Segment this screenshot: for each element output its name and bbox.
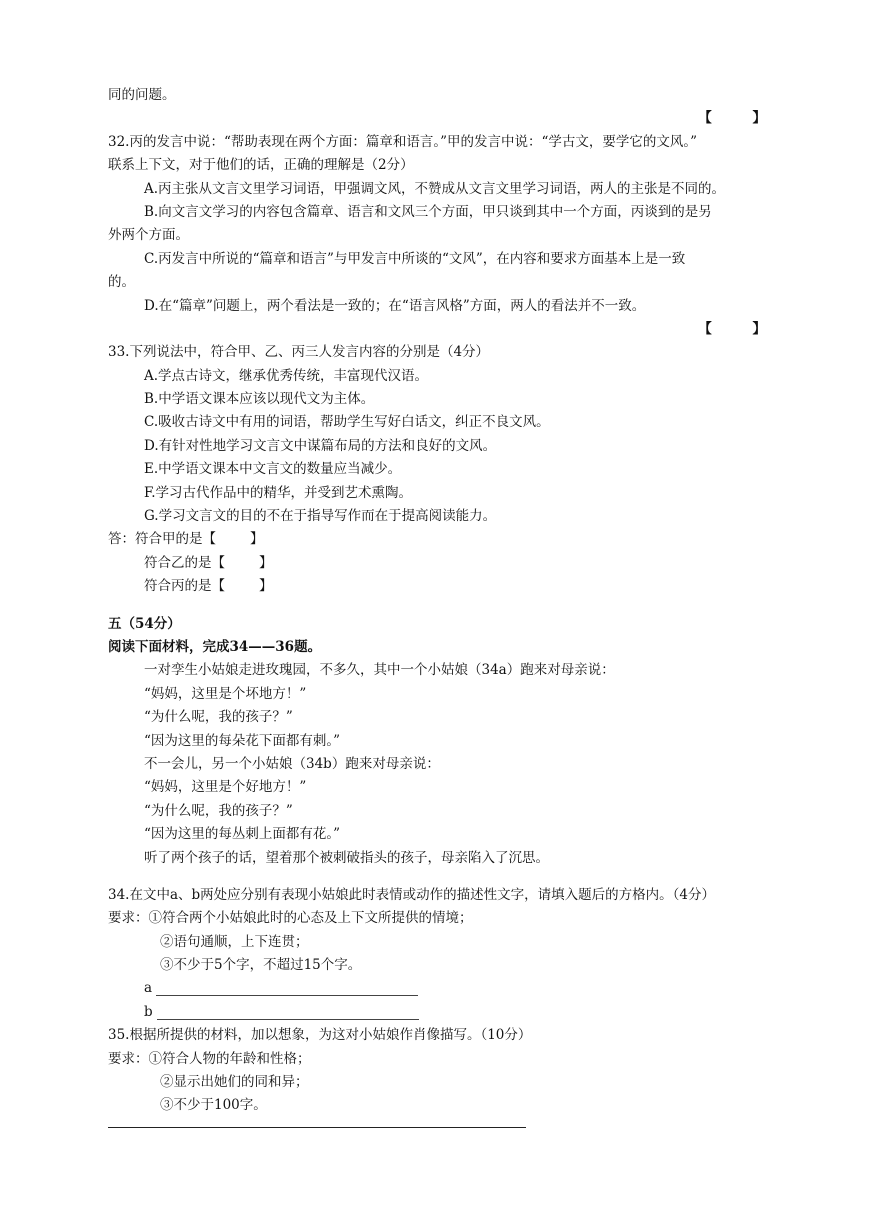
q32-option-c-cont: 的。 xyxy=(108,274,135,291)
section-5-heading: 五（54分） xyxy=(108,615,181,632)
q34-requirement-3: ③不少于5个字，不超过15个字。 xyxy=(160,957,362,974)
q35-requirement-1: 要求：①符合人物的年龄和性格； xyxy=(108,1050,311,1067)
exam-page xyxy=(108,84,788,1128)
answer-close: 】 xyxy=(259,578,273,595)
q33-stem: 33.下列说法中，符合甲、乙、丙三人发言内容的分别是（4分） xyxy=(108,344,490,361)
q33-answer-yi xyxy=(108,552,788,575)
q33-option-g: G.学习文言文的目的不在于指导写作而在于提高阅读能力。 xyxy=(144,508,497,525)
passage-line: “妈妈，这里是个坏地方！” xyxy=(144,685,307,702)
passage-line: “妈妈，这里是个好地方！” xyxy=(144,779,307,796)
q32-option-b-cont: 外两个方面。 xyxy=(108,227,189,244)
blank-a-line[interactable] xyxy=(156,981,418,996)
q32-stem-line2: 联系上下文，对于他们的话，正确的理解是（2分） xyxy=(108,157,414,174)
answer-close: 】 xyxy=(259,554,273,571)
q34-blank-b[interactable] xyxy=(108,1001,788,1024)
q34-stem: 34.在文中a、b两处应分别有表现小姑娘此时表情或动作的描述性文字，请填入题后的方格内。（4分） xyxy=(108,886,715,903)
q35-stem: 35.根据所提供的材料，加以想象，为这对小姑娘作肖像描写。（10分） xyxy=(108,1027,532,1044)
passage-line: “为什么呢，我的孩子？” xyxy=(144,709,293,726)
blank-b-line[interactable] xyxy=(157,1005,419,1020)
passage-line: 听了两个孩子的话，望着那个被刺破指头的孩子，母亲陷入了沉思。 xyxy=(144,849,549,866)
q35-requirement-3: ③不少于100字。 xyxy=(160,1097,267,1114)
answer-bracket-q32 xyxy=(108,318,788,341)
section-5-instruction: 阅读下面材料，完成34——36题。 xyxy=(108,638,322,655)
answer-bracket-q31 xyxy=(108,107,788,130)
q33-option-a: A.学点古诗文，继承优秀传统，丰富现代汉语。 xyxy=(144,367,429,384)
q33-answer-jia xyxy=(108,528,788,551)
q32-option-d: D.在“篇章”问题上，两个看法是一致的；在“语言风格”方面，两人的看法并不一致。 xyxy=(144,297,646,314)
q33-option-c: C.吸收古诗文中有用的词语，帮助学生写好白话文，纠正不良文风。 xyxy=(144,414,550,431)
q32-option-c: C.丙发言中所说的“篇章和语言”与甲发言中所谈的“文风”，在内容和要求方面基本上是一致 xyxy=(144,250,686,267)
answer-prefix: 答： xyxy=(108,531,135,548)
q32-option-a: A.丙主张从文言文里学习词语，甲强调文风，不赞成从文言文里学习词语，两人的主张是不同的。 xyxy=(144,180,726,197)
q32-stem-line1 xyxy=(108,131,788,154)
q34-blank-a[interactable] xyxy=(108,977,788,1000)
blank-a-label: a xyxy=(144,980,153,997)
passage-line: 一对孪生小姑娘走进玫瑰园，不多久，其中一个小姑娘（34a）跑来对母亲说： xyxy=(144,662,615,679)
q34-requirement-1: 要求：①符合两个小姑娘此时的心态及上下文所提供的情境； xyxy=(108,910,473,927)
q35-requirement-2: ②显示出她们的同和异； xyxy=(160,1074,309,1091)
answer-close: 】 xyxy=(250,531,264,548)
answer-bracket: 【 】 xyxy=(698,110,784,127)
answer-bracket: 【 】 xyxy=(698,320,784,337)
q32-stem: 32.丙的发言中说：“帮助表现在两个方面：篇章和语言。”甲的发言中说：“学古文，要学它的文风。” xyxy=(108,133,698,150)
answer-writing-line[interactable] xyxy=(108,1126,526,1128)
continuation-text: 同的问题。 xyxy=(108,87,176,103)
q33-answer-bing xyxy=(108,575,788,598)
answer-yi-label: 符合乙的是【 xyxy=(144,554,225,571)
answer-bing-label: 符合丙的是【 xyxy=(144,578,225,595)
q34-requirement-2: ②语句通顺，上下连贯； xyxy=(160,933,309,950)
q33-option-d: D.有针对性地学习文言文中谋篇布局的方法和良好的文风。 xyxy=(144,437,497,454)
passage-line: “因为这里的每丛刺上面都有花。” xyxy=(144,826,341,843)
q32-option-b: B.向文言文学习的内容包含篇章、语言和文风三个方面，甲只谈到其中一个方面，丙谈到的是另 xyxy=(144,203,712,220)
q33-option-b: B.中学语文课本应该以现代文为主体。 xyxy=(144,391,375,408)
answer-jia-label: 符合甲的是【 xyxy=(135,531,216,548)
q33-option-e: E.中学语文课本中文言文的数量应当减少。 xyxy=(144,461,402,478)
passage-line: “为什么呢，我的孩子？” xyxy=(144,802,293,819)
q33-option-f: F.学习古代作品中的精华，并受到艺术熏陶。 xyxy=(144,484,413,501)
passage-line: “因为这里的每朵花下面都有刺。” xyxy=(144,732,341,749)
passage-line: 不一会儿，另一个小姑娘（34b）跑来对母亲说： xyxy=(144,755,440,772)
blank-b-label: b xyxy=(144,1003,153,1020)
